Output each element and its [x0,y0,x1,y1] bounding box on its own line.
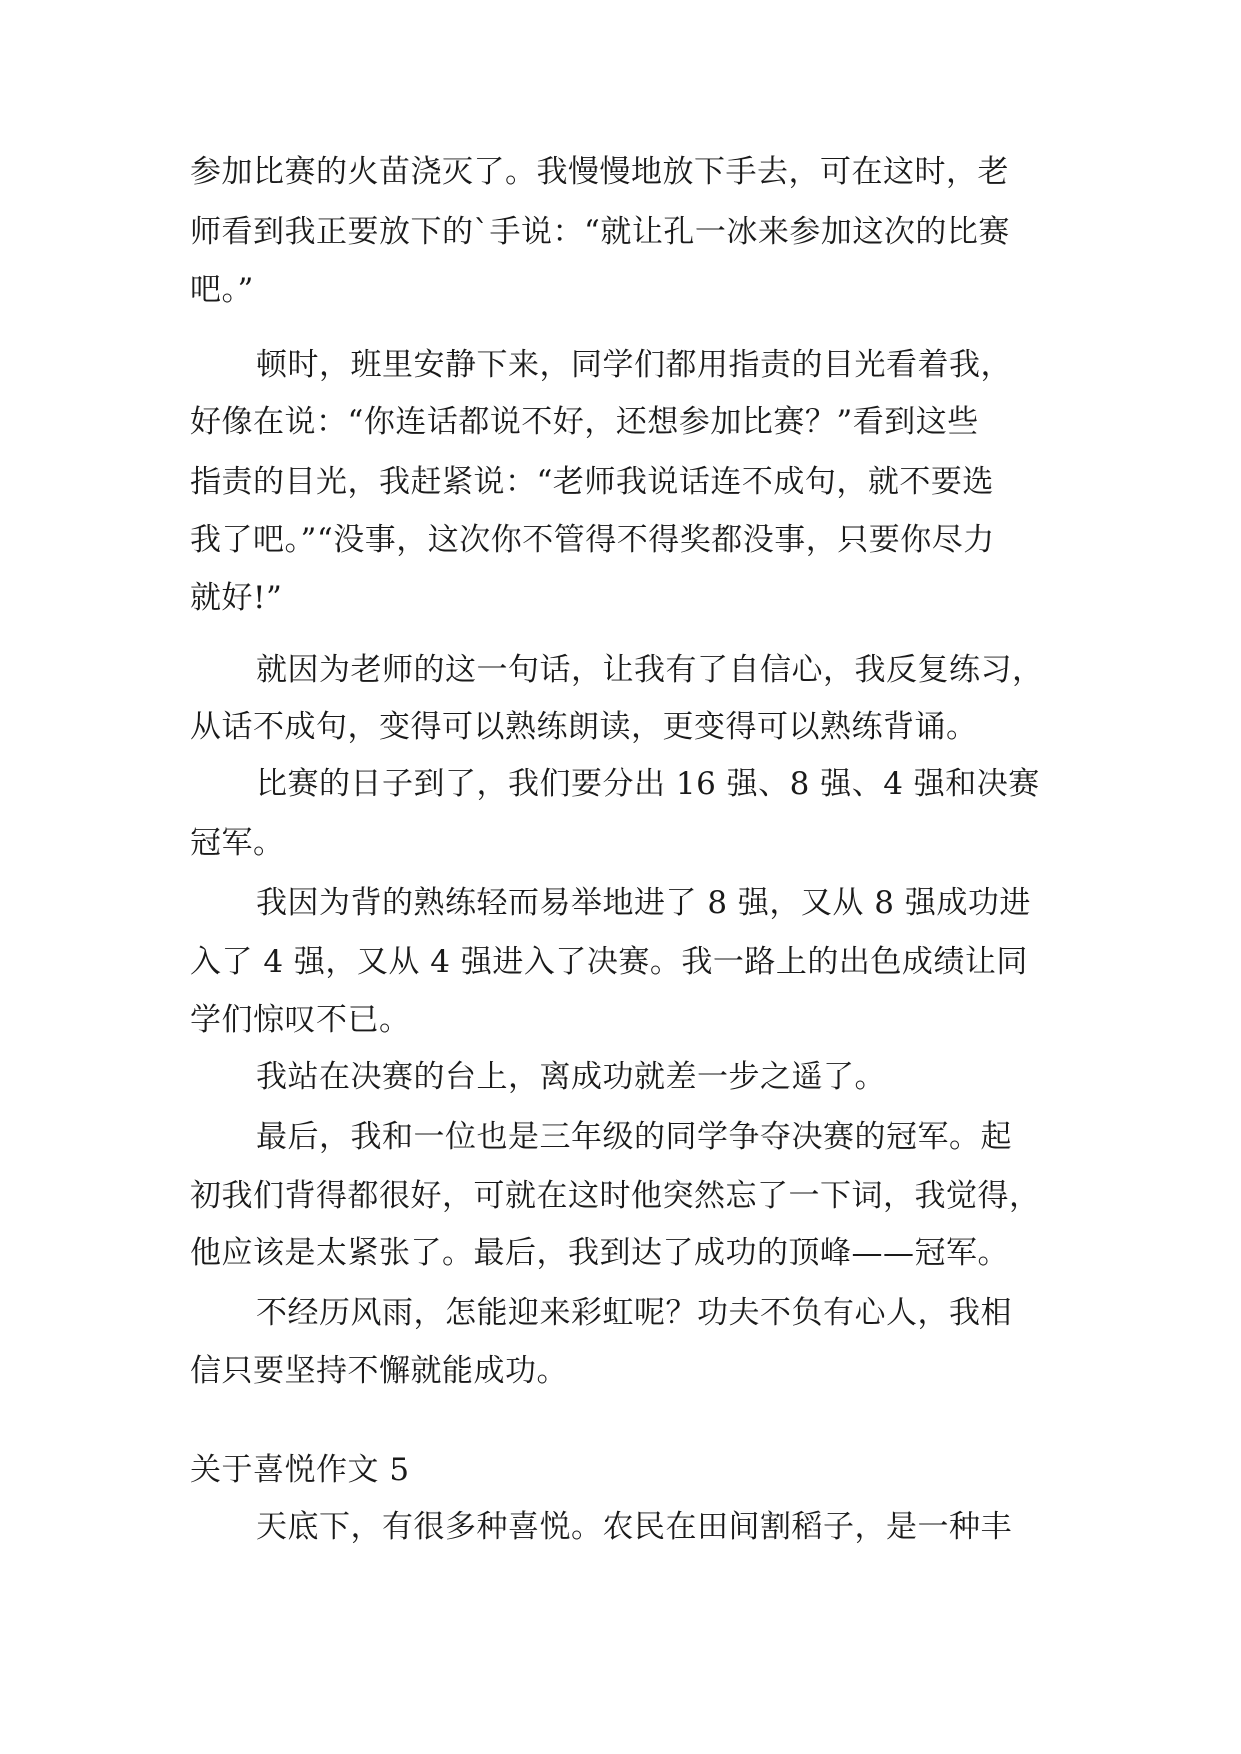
paragraph-line: 不经历风雨，怎能迎来彩虹呢？功夫不负有心人，我相 [256,1295,1012,1331]
paragraph-line: 就因为老师的这一句话，让我有了自信心，我反复练习， [256,652,1044,688]
paragraph-line: 从话不成句，变得可以熟练朗读，更变得可以熟练背诵。 [190,709,978,745]
paragraph-line: 我因为背的熟练轻而易举地进了 8 强，又从 8 强成功进 [256,885,1031,921]
paragraph-line: 参加比赛的火苗浇灭了。我慢慢地放下手去，可在这时，老 [190,154,1009,190]
paragraph-line: 就好!” [190,580,283,616]
paragraph-line: 学们惊叹不已。 [190,1002,411,1038]
paragraph-line: 我站在决赛的台上，离成功就差一步之遥了。 [256,1059,886,1095]
section-title: 关于喜悦作文 5 [190,1452,410,1488]
paragraph-line: 冠军。 [190,825,285,861]
paragraph-line: 入了 4 强，又从 4 强进入了决赛。我一路上的出色成绩让同 [190,944,1028,980]
paragraph-line: 顿时，班里安静下来，同学们都用指责的目光看着我， [256,347,1012,383]
paragraph-line: 好像在说：“你连话都说不好，还想参加比赛？”看到这些 [190,404,979,440]
paragraph-line: 他应该是太紧张了。最后，我到达了成功的顶峰——冠军。 [190,1235,1009,1271]
paragraph-line: 比赛的日子到了，我们要分出 16 强、8 强、4 强和决赛 [256,766,1040,802]
paragraph-line: 天底下，有很多种喜悦。农民在田间割稻子，是一种丰 [256,1509,1012,1545]
paragraph-line: 最后，我和一位也是三年级的同学争夺决赛的冠军。起 [256,1119,1012,1155]
paragraph-line: 吧。” [190,272,254,308]
paragraph-line: 指责的目光，我赶紧说：“老师我说话连不成句，就不要选 [190,464,994,500]
paragraph-line: 信只要坚持不懈就能成功。 [190,1353,568,1389]
paragraph-line: 初我们背得都很好，可就在这时他突然忘了一下词，我觉得， [190,1178,1041,1214]
paragraph-line: 师看到我正要放下的`手说：“就让孔一冰来参加这次的比赛 [190,214,1010,250]
paragraph-line: 我了吧。”“没事，这次你不管得不得奖都没事，只要你尽力 [190,522,995,558]
